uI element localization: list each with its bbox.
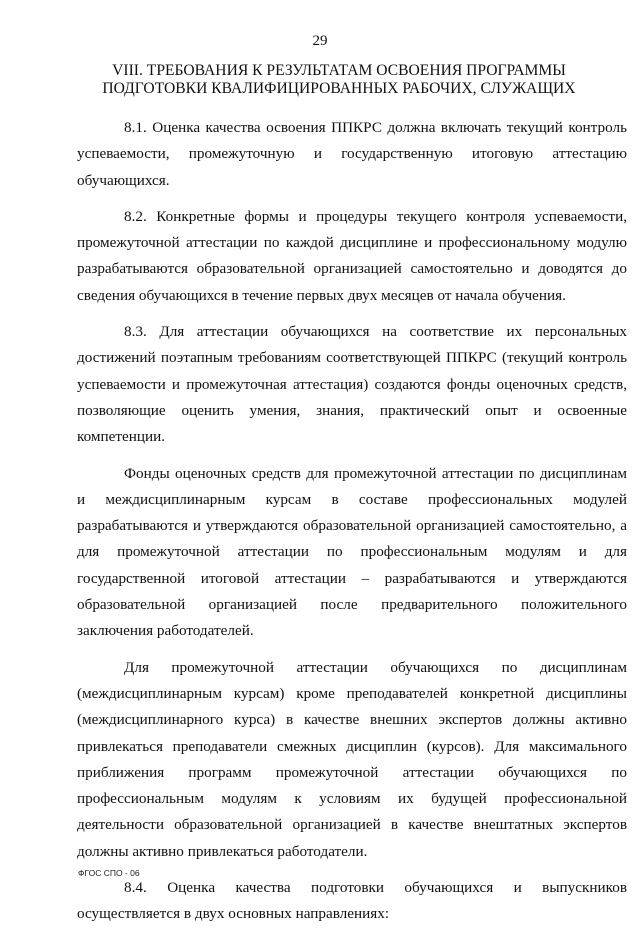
footer-code: ФГОС СПО - 06 (78, 868, 140, 878)
page-number: 29 (312, 33, 328, 49)
section-heading-line-1: VIII. ТРЕБОВАНИЯ К РЕЗУЛЬТАТАМ ОСВОЕНИЯ ПРОГРАММЫ (112, 62, 566, 79)
paragraph-8-1: 8.1. Оценка качества освоения ППКРС должна включать текущий контроль успеваемости, промежуточную и государственную итоговую аттестацию обучающихся. (77, 119, 627, 189)
document-body (77, 115, 627, 928)
paragraph-external-experts: Для промежуточной аттестации обучающихся по дисциплинам (междисциплинарным курсам) кроме преподавателей конкретной дисциплины (междисциплинарного курса) в качестве внешних экспертов должны активно привлекаться преподаватели смежных дисциплин (курсов). Для максимального приближения программ промежуточной аттестации обучающихся по профессиональным модулям к условиям их будущей профессиональной деятельности образовательной организацией в качестве внештатных экспертов должны активно привлекаться работодатели. (77, 658, 627, 860)
section-heading (40, 62, 638, 98)
section-heading-line-2: ПОДГОТОВКИ КВАЛИФИЦИРОВАННЫХ РАБОЧИХ, СЛУЖАЩИХ (102, 80, 576, 97)
paragraph-8-4: 8.4. Оценка качества подготовки обучающихся и выпускников осуществляется в двух основных направлениях: (77, 879, 627, 923)
paragraph-8-2: 8.2. Конкретные формы и процедуры текущего контроля успеваемости, промежуточной аттестации по каждой дисциплине и профессиональному модулю разрабатываются образовательной организацией самостоятельно и доводятся до сведения обучающихся в течение первых двух месяцев от начала обучения. (77, 207, 627, 304)
paragraph-assessment-funds: Фонды оценочных средств для промежуточной аттестации по дисциплинам и междисциплинарным курсам в составе профессиональных модулей разрабатываются и утверждаются образовательной организацией самостоятельно, а для промежуточной аттестации по профессиональным модулям и для государственной итоговой аттестации – разрабатываются и утверждаются образовательной организацией после предварительного положительного заключения работодателей. (77, 464, 627, 640)
paragraph-8-3: 8.3. Для аттестации обучающихся на соответствие их персональных достижений поэтапным требованиям соответствующей ППКРС (текущий контроль успеваемости и промежуточная аттестация) создаются фонды оценочных средств, позволяющие оценить умения, знания, практический опыт и освоенные компетенции. (77, 323, 627, 446)
